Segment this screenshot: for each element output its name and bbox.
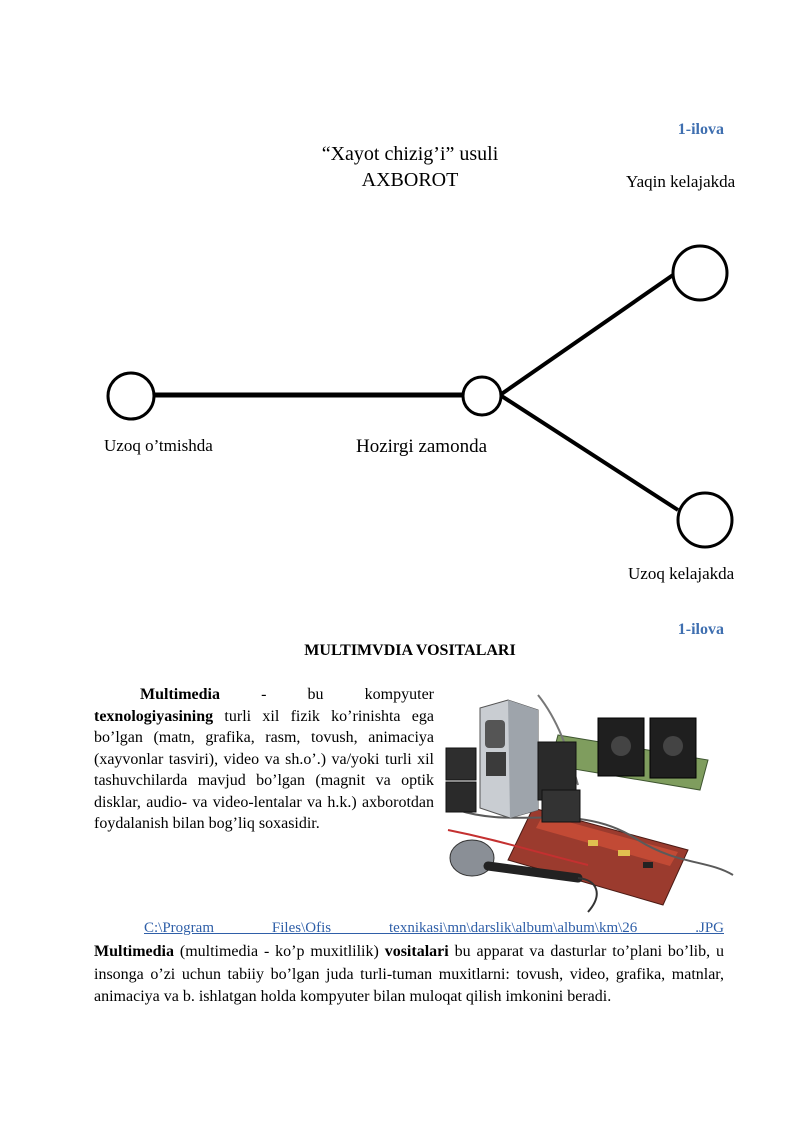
node-distant-future xyxy=(678,493,732,547)
term-texnologiyasining: texnologiyasining xyxy=(94,707,214,725)
paragraph-multimedia-definition: Multimedia - bu kompyuter texnologiyasining turli xil fizik ko’rinishta ega bo’lgan (matn, grafika, rasm, tovush, animaciya (xayvonlar tasviri), video va sh.o’.) va/yoki turli xil tashuvchilarda mavjud bo’lgan (magnit va optik disklar, audio- va video-lentalar va h.k.) axborotdan foydalanish bilan bog’liq soxasidir. xyxy=(94,686,434,832)
term-multimedia-2: Multimedia xyxy=(94,943,174,960)
label-distant-future: Uzoq kelajakda xyxy=(628,564,735,583)
section-title: MULTIMVDIA VOSITALARI xyxy=(304,642,516,659)
node-present xyxy=(463,377,501,415)
term-multimedia: Multimedia xyxy=(140,686,220,703)
term-vositalari: vositalari xyxy=(384,943,449,960)
multimedia-devices-photo xyxy=(438,690,738,915)
diagram-title: “Xayot chizig’i” usuli xyxy=(321,143,499,165)
node-near-future xyxy=(673,246,727,300)
appendix-tag-bottom: 1-ilova xyxy=(677,621,724,638)
appendix-tag-top: 1-ilova xyxy=(677,121,724,138)
label-distant-past: Uzoq o’tmishda xyxy=(104,436,213,455)
paragraph-multimedia-tools: Multimedia (multimedia - ko’p muxitlilik) vositalari bu apparat va dasturlar to’plani bo’lib, u insonga o’zi uchun tabiiy bo’lgan juda turli-tuman muxitlarni: tovush, video, grafika, matnlar, animaciya va b. ishlatgan holda kompyuter bilan muloqat qilish imkonini beradi. xyxy=(94,943,724,1005)
branch-distant-future-line xyxy=(500,395,678,510)
node-distant-past xyxy=(108,373,154,419)
label-near-future: Yaqin kelajakda xyxy=(626,172,736,191)
label-present: Hozirgi zamonda xyxy=(356,436,488,457)
diagram-subtitle: AXBOROT xyxy=(361,169,459,191)
image-path-link[interactable]: C:\Program Files\Ofis texnikasi\mn\darslik\album\album\km\26 .JPG xyxy=(144,920,724,936)
branch-near-future-line xyxy=(500,275,673,395)
